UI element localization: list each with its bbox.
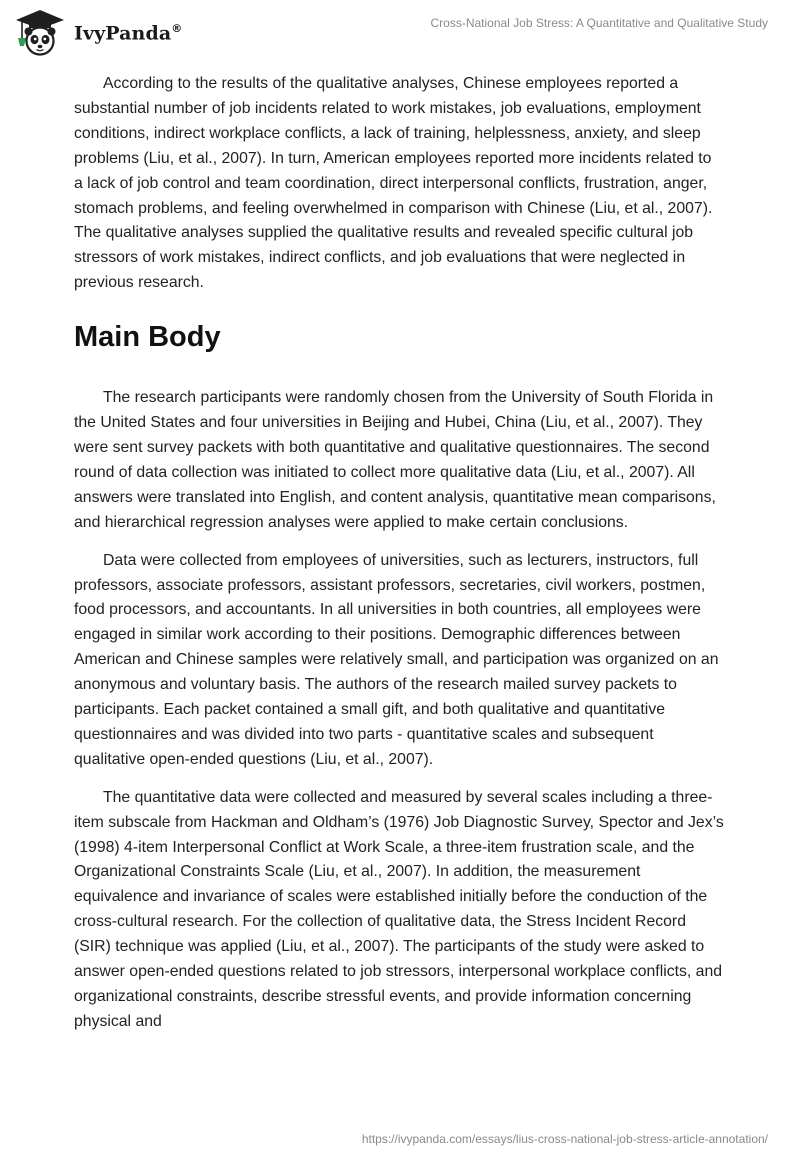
ivypanda-logo[interactable] (14, 8, 182, 58)
panda-graduate-icon (14, 8, 66, 58)
source-url[interactable]: https://ivypanda.com/essays/lius-cross-national-job-stress-article-annotation/ (361, 1132, 768, 1146)
body-paragraph-1: The research participants were randomly chosen from the University of South Florida in the United States and four universities in Beijing and Hubei, China (Liu, et al., 2007). They were sent survey packets with both quantitative and qualitative questionnaires. The second round of data collection was initiated to collect more qualitative data (Liu, et al., 2007). All answers were translated into English, and content analysis, quantitative mean comparisons, and hierarchical regression analyses were applied to make certain conclusions. (74, 389, 716, 531)
article-body (74, 72, 724, 1048)
brand-name: IvyPanda® (74, 21, 183, 45)
document-title: Cross-National Job Stress: A Quantitative and Qualitative Study (430, 16, 768, 30)
body-paragraph-2: Data were collected from employees of universities, such as lecturers, instructors, full professors, associate professors, assistant professors, secretaries, civil workers, postmen, food processors, and accountants. In all universities in both countries, all employees were engaged in similar work according to their positions. Demographic differences between American and Chinese samples were relatively small, and participation was organized on an anonymous and voluntary basis. The authors of the research mailed survey packets to participants. Each packet contained a small gift, and both qualitative and quantitative questionnaires and was divided into two parts - quantitative scales and subsequent qualitative open-ended questions (Liu, et al., 2007). (74, 551, 719, 768)
body-paragraph-3: The quantitative data were collected and measured by several scales including a three-item subscale from Hackman and Oldham’s (1976) Job Diagnostic Survey, Spector and Jex’s (1998) 4-item Interpersonal Conflict at Work Scale, a three-item frustration scale, and the Organizational Constraints Scale (Liu, et al., 2007). In addition, the measurement equivalence and invariance of scales were established initially before the conduction of the cross-cultural research. For the collection of qualitative data, the Stress Incident Record (SIR) technique was applied (Liu, et al., 2007). The participants of the study were asked to answer open-ended questions related to job stressors, interpersonal workplace conflicts, and organizational constraints, describe stressful events, and provide information concerning physical and (74, 788, 724, 1030)
intro-paragraph: According to the results of the qualitative analyses, Chinese employees reported a substantial number of job incidents related to work mistakes, job evaluations, employment conditions, indirect workplace conflicts, a lack of training, helplessness, anxiety, and sleep problems (Liu, et al., 2007). In turn, American employees reported more incidents related to a lack of job control and team coordination, direct interpersonal conflicts, frustration, anger, stomach problems, and feeling overwhelmed in comparison with Chinese (Liu, et al., 2007). The qualitative analyses supplied the qualitative results and revealed specific cultural job stressors of work mistakes, indirect conflicts, and job evaluations that were neglected in previous research. (74, 75, 713, 292)
page-header (0, 0, 800, 70)
section-heading: Main Body (74, 321, 221, 354)
